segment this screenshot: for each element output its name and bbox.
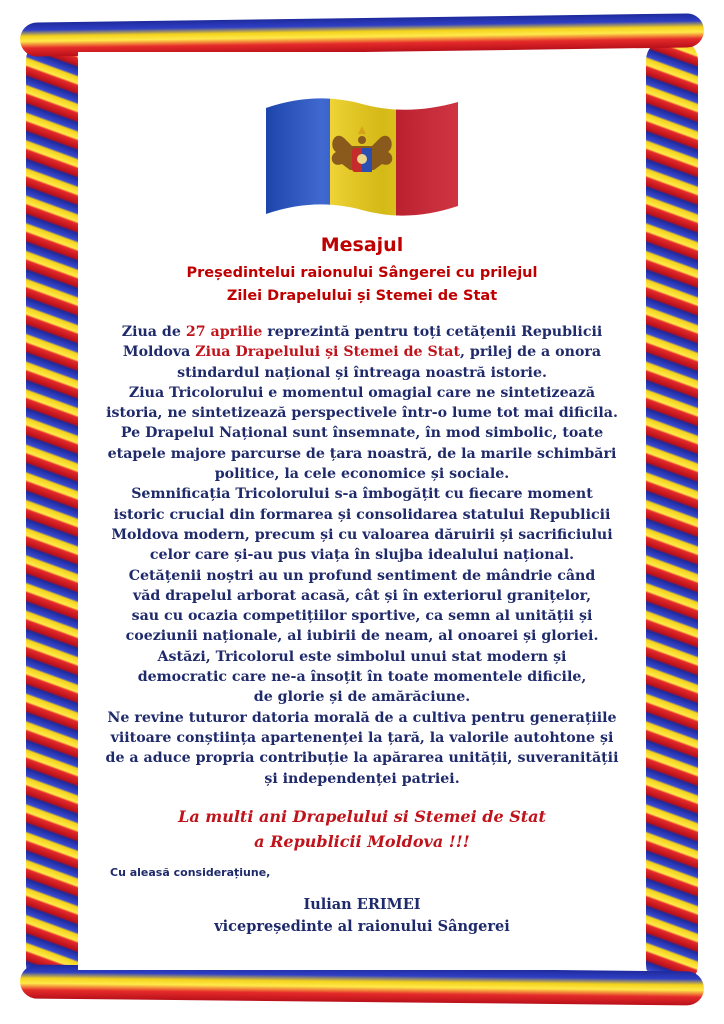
body-text: Ziua Tricolorului e momentul omagial care ne sintetizează <box>128 384 596 401</box>
body-line <box>94 566 630 586</box>
document-subtitle <box>90 262 634 308</box>
body-text: democratic care ne-a însoțit în toate momentele dificile, <box>137 669 587 686</box>
body-text: coeziunii naționale, al iubirii de neam, al onoarei și gloriei. <box>125 628 599 645</box>
body-text: văd drapelul arborat acasă, cât și în exteriorul granițelor, <box>132 587 592 604</box>
body-text: Moldova <box>122 344 196 361</box>
body-line <box>94 322 630 342</box>
moldova-flag-icon <box>262 94 462 224</box>
body-text: reprezintă pentru toți cetățenii Republicii <box>262 324 603 340</box>
subtitle-line: Zilei Drapelului și Stemei de Stat <box>226 288 498 304</box>
body-text: celor care și-au pus viața în slujba idealului național. <box>149 547 575 564</box>
body-line <box>94 687 630 707</box>
body-text: etapele majore parcurse de țara noastră, de la marile schimbări <box>107 445 617 462</box>
tricolor-ribbon-right <box>646 40 698 985</box>
body-line <box>94 403 630 423</box>
body-text: Ne revine tuturor datoria morală de a cultiva pentru generațiile <box>107 709 617 726</box>
highlighted-text: Ziua Drapelului și Stemei de Stat <box>195 344 461 361</box>
body-text: istoric crucial din formarea și consolidarea statului Republicii <box>113 506 611 523</box>
signer-role: vicepreședinte al raionului Sângerei <box>214 918 510 935</box>
body-text: de a aduce propria contribuție la apărarea unității, suveranității <box>105 750 619 767</box>
body-text: politice, la cele economice și sociale. <box>214 466 510 483</box>
body-line <box>94 769 630 789</box>
closing-text: Cu aleasă considerațiune, <box>110 866 271 879</box>
tricolor-ribbon-bottom <box>20 964 704 1005</box>
body-line <box>94 423 630 443</box>
body-line <box>94 383 630 403</box>
body-text: viitoare conștiința apartenenței la țară, la valorile autohtone și <box>110 729 614 746</box>
body-text: de glorie și de amărăciune. <box>253 689 471 706</box>
greeting <box>90 804 634 854</box>
signature-block <box>90 894 634 938</box>
body-line <box>94 708 630 728</box>
body-line <box>94 363 630 383</box>
body-line <box>94 342 630 362</box>
body-text: Semnificația Tricolorului s-a îmbogățit cu fiecare moment <box>131 486 593 503</box>
greeting-line: La multi ani Drapelului si Stemei de Stat <box>178 807 546 826</box>
body-line <box>94 728 630 748</box>
highlighted-text: 27 aprilie <box>185 324 263 340</box>
body-line <box>94 606 630 626</box>
body-line <box>94 525 630 545</box>
body-text: Cetățenii noștri au un profund sentiment de mândrie când <box>128 567 596 584</box>
body-line <box>94 545 630 565</box>
body-line <box>94 444 630 464</box>
message-body <box>94 322 630 789</box>
document-title: Mesajul <box>320 234 404 256</box>
tricolor-ribbon-left <box>26 40 78 985</box>
body-line <box>94 464 630 484</box>
body-line <box>94 626 630 646</box>
tricolor-ribbon-top <box>20 13 704 57</box>
greeting-line: a Republicii Moldova !!! <box>254 832 470 851</box>
body-text: , prilej de a onora <box>460 344 602 361</box>
signer-name: Iulian ERIMEI <box>303 896 421 913</box>
body-line <box>94 647 630 667</box>
body-text: Moldova modern, precum și cu valoarea dăruirii și sacrificiului <box>111 526 613 543</box>
body-text: istoria, ne sintetizează perspectivele într-o lume tot mai dificila. <box>106 405 618 422</box>
body-line <box>94 505 630 525</box>
body-line <box>94 667 630 687</box>
body-text: Ziua de <box>121 324 186 340</box>
body-text: și independenței patriei. <box>264 770 460 787</box>
body-text: sau cu ocazia competițiilor sportive, ca semn al unității și <box>131 608 593 625</box>
flag-graphic <box>262 94 462 224</box>
body-text: Pe Drapelul Național sunt însemnate, în mod simbolic, toate <box>120 425 604 442</box>
body-line <box>94 748 630 768</box>
body-line <box>94 586 630 606</box>
body-line <box>94 484 630 504</box>
subtitle-line: Președintelui raionului Sângerei cu prilejul <box>186 265 538 281</box>
body-text: stindardul național și întreaga noastră istorie. <box>177 364 547 381</box>
body-text: Astăzi, Tricolorul este simbolul unui stat modern și <box>157 648 567 665</box>
